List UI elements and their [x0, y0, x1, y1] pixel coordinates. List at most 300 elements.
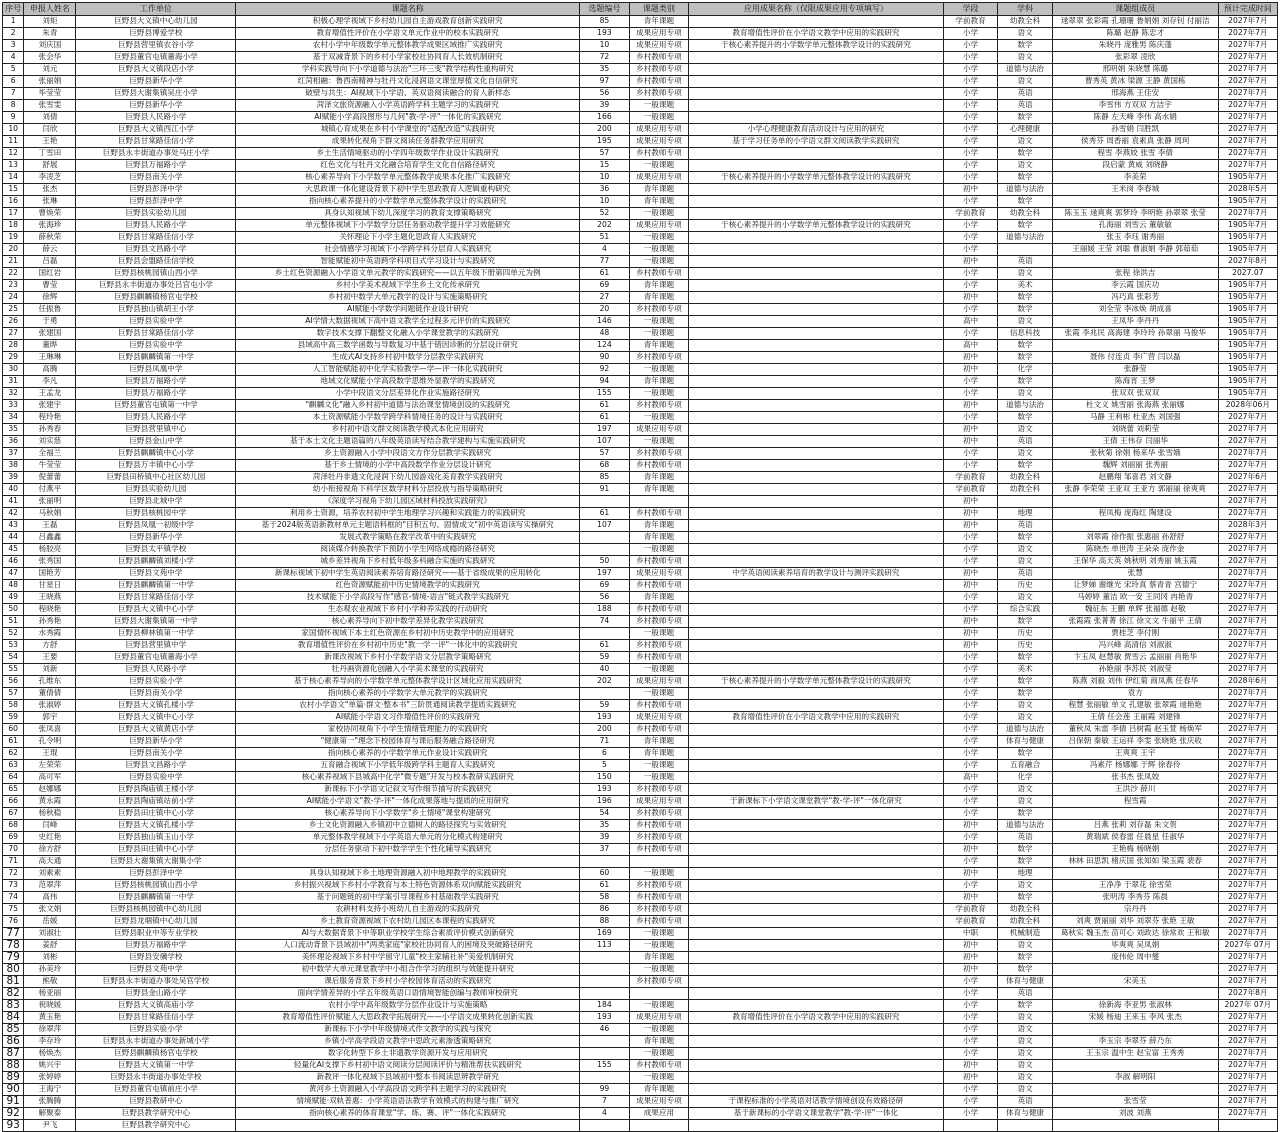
cell-subject[interactable]: 英语 — [998, 568, 1053, 580]
cell-applicant[interactable]: 赵娜娜 — [24, 784, 76, 796]
cell-subject[interactable]: 美术 — [998, 280, 1053, 292]
cell-stage[interactable]: 学前教育 — [943, 208, 998, 220]
cell-topic-no[interactable]: 202 — [580, 220, 630, 232]
cell-topic[interactable]: 单元整体视域下小学数学分层任务驱动教学提升学习效能研究 — [236, 220, 580, 232]
cell-stage[interactable]: 小学 — [943, 688, 998, 700]
cell-outcome-name[interactable] — [689, 964, 944, 976]
cell-outcome-name[interactable] — [689, 976, 944, 988]
cell-unit[interactable]: 巨野县教研中心 — [76, 1096, 236, 1108]
cell-category[interactable]: 乡村教师专项 — [629, 880, 688, 892]
cell-members[interactable]: 李美荣 — [1052, 172, 1218, 184]
cell-subject[interactable]: 道德与法治 — [998, 64, 1053, 76]
cell-topic-no[interactable]: 107 — [580, 520, 630, 532]
cell-subject[interactable]: 综合实践 — [998, 604, 1053, 616]
cell-applicant[interactable]: 张凤喜 — [24, 724, 76, 736]
cell-outcome-name[interactable] — [689, 520, 944, 532]
cell-deadline[interactable]: 2027年7月 — [1218, 640, 1277, 652]
cell-category[interactable]: 成果应用专项 — [629, 124, 688, 136]
cell-outcome-name[interactable] — [689, 544, 944, 556]
cell-subject[interactable]: 语文 — [998, 880, 1053, 892]
cell-unit[interactable]: 巨野县安骥学校 — [76, 952, 236, 964]
cell-unit[interactable]: 巨野县新华小学 — [76, 76, 236, 88]
cell-deadline[interactable]: 2027年7月 — [1218, 868, 1277, 880]
cell-topic[interactable]: 乡村初中数学大单元教学的设计与实施策略研究 — [236, 292, 580, 304]
cell-members[interactable]: 王艳梅 杨晓娟 — [1052, 844, 1218, 856]
cell-members[interactable]: 让梦娣 谢继光 宋玲真 蔡青青 宫德宁 — [1052, 580, 1218, 592]
cell-stage[interactable]: 学前教育 — [943, 484, 998, 496]
cell-members[interactable]: 刘爽 贾丽丽 刘华 刘翠芬 张艳 王敏 — [1052, 916, 1218, 928]
cell-members[interactable]: 聂伟 付连贞 李广营 闫以磊 — [1052, 352, 1218, 364]
cell-deadline[interactable]: 2027年7月 — [1218, 568, 1277, 580]
cell-applicant[interactable]: 董晔 — [24, 340, 76, 352]
cell-deadline[interactable]: 2027年7月 — [1218, 964, 1277, 976]
cell-applicant[interactable]: 李凌芝 — [24, 172, 76, 184]
cell-unit[interactable]: 巨野县实验幼儿园 — [76, 484, 236, 496]
cell-outcome-name[interactable] — [689, 988, 944, 1000]
cell-outcome-name[interactable] — [689, 76, 944, 88]
cell-deadline[interactable]: 2027年7月 — [1218, 592, 1277, 604]
cell-stage[interactable]: 小学 — [943, 988, 998, 1000]
cell-members[interactable] — [1052, 496, 1218, 508]
cell-topic[interactable]: 农村小学中年级数学单元整体教学成果区域推广实践研究 — [236, 40, 580, 52]
cell-outcome-name[interactable] — [689, 244, 944, 256]
cell-topic-no[interactable]: 46 — [580, 1024, 630, 1036]
cell-deadline[interactable]: 2027年7月 — [1218, 412, 1277, 424]
cell-applicant[interactable]: 左荣荣 — [24, 760, 76, 772]
cell-unit[interactable]: 巨野县大义镇黄店小学 — [76, 724, 236, 736]
cell-category[interactable]: 一般课题 — [629, 316, 688, 328]
cell-topic[interactable]: 人口流动背景下县域初中"两类家庭"家校社协同育人的困境及突破路径研究 — [236, 940, 580, 952]
cell-index[interactable]: 21 — [3, 256, 24, 268]
cell-stage[interactable]: 小学 — [943, 736, 998, 748]
cell-applicant[interactable]: 马秋娟 — [24, 508, 76, 520]
cell-applicant[interactable]: 刘庆国 — [24, 40, 76, 52]
cell-stage[interactable]: 小学 — [943, 136, 998, 148]
cell-applicant[interactable]: 王琳琳 — [24, 352, 76, 364]
cell-topic[interactable]: 智能赋能初中英语跨学科项目式学习设计与实践研究 — [236, 256, 580, 268]
cell-members[interactable] — [1052, 808, 1218, 820]
cell-category[interactable]: 乡村教师专项 — [629, 844, 688, 856]
cell-subject[interactable]: 语文 — [998, 1024, 1053, 1036]
cell-topic[interactable]: 家国情怀视域下本土红色资源在乡村初中历史教学中的应用研究 — [236, 628, 580, 640]
cell-topic-no[interactable]: 86 — [580, 904, 630, 916]
cell-index[interactable]: 85 — [3, 1024, 24, 1036]
cell-category[interactable]: 青年课题 — [629, 184, 688, 196]
cell-topic-no[interactable]: 10 — [580, 172, 630, 184]
cell-subject[interactable]: 语文 — [998, 388, 1053, 400]
cell-unit[interactable]: 巨野县南关小学 — [76, 748, 236, 760]
cell-subject[interactable]: 数学 — [998, 1000, 1053, 1012]
cell-applicant[interactable]: 张建国 — [24, 328, 76, 340]
cell-topic-no[interactable]: 197 — [580, 424, 630, 436]
cell-members[interactable]: 冯素芹 杨娜娜 于辉 徐春伶 — [1052, 760, 1218, 772]
cell-unit[interactable]: 巨野县甘棠路佳信小学 — [76, 136, 236, 148]
cell-outcome-name[interactable]: 于核心素养提升的小学数学单元整体教学设计的实践研究 — [689, 172, 944, 184]
cell-index[interactable]: 46 — [3, 556, 24, 568]
cell-index[interactable]: 2 — [3, 28, 24, 40]
cell-topic[interactable]: 生态观农业视域下乡村小学种养实践的行动研究 — [236, 604, 580, 616]
cell-topic-no[interactable]: 4 — [580, 244, 630, 256]
cell-topic[interactable]: 新课标下小学语文记叙文写作细节描写的实践研究 — [236, 784, 580, 796]
cell-topic-no[interactable]: 99 — [580, 1084, 630, 1096]
cell-outcome-name[interactable] — [689, 460, 944, 472]
cell-index[interactable]: 52 — [3, 628, 24, 640]
cell-members[interactable] — [1052, 988, 1218, 1000]
cell-applicant[interactable]: 刘素素 — [24, 868, 76, 880]
cell-members[interactable]: 段启蒙 黄威 刘晓静 — [1052, 160, 1218, 172]
cell-unit[interactable]: 巨野县甘棠路佳信小学 — [76, 328, 236, 340]
cell-topic-no[interactable]: 10 — [580, 196, 630, 208]
cell-unit[interactable]: 巨野县麒麟镇第一中学 — [76, 352, 236, 364]
cell-topic[interactable]: 轻量化AI支撑下乡村初中语文阅读分层阅读评价与精准帮扶实践研究 — [236, 1060, 580, 1072]
cell-category[interactable]: 青年课题 — [629, 1084, 688, 1096]
cell-applicant[interactable]: 王磊 — [24, 520, 76, 532]
cell-subject[interactable]: 机械制造 — [998, 928, 1053, 940]
cell-unit[interactable]: 巨野县董官屯镇第一中学 — [76, 400, 236, 412]
cell-category[interactable]: 一般课题 — [629, 436, 688, 448]
cell-applicant[interactable]: 刘淑壮 — [24, 928, 76, 940]
cell-topic[interactable]: 红色文化与牡丹文化融合培育学生文化自信路径研究 — [236, 160, 580, 172]
cell-subject[interactable]: 五育融合 — [998, 760, 1053, 772]
cell-category[interactable]: 成果应用专项 — [629, 28, 688, 40]
cell-topic[interactable]: 五育融合视域下小学低年级跨学科主题育人实践研究 — [236, 760, 580, 772]
cell-unit[interactable]: 巨野县麒麟镇刘楼小学 — [76, 556, 236, 568]
cell-unit[interactable]: 巨野县核桃园镇山西小学 — [76, 880, 236, 892]
cell-topic-no[interactable]: 56 — [580, 88, 630, 100]
cell-outcome-name[interactable] — [689, 412, 944, 424]
cell-category[interactable]: 青年课题 — [629, 592, 688, 604]
cell-index[interactable]: 57 — [3, 688, 24, 700]
cell-index[interactable]: 67 — [3, 808, 24, 820]
cell-applicant[interactable]: 刘实慈 — [24, 436, 76, 448]
cell-members[interactable] — [1052, 256, 1218, 268]
cell-index[interactable]: 40 — [3, 484, 24, 496]
cell-index[interactable]: 32 — [3, 388, 24, 400]
cell-topic[interactable]: 关怀理论下小学主题化思政育人实践研究 — [236, 232, 580, 244]
cell-topic-no[interactable]: 68 — [580, 460, 630, 472]
cell-applicant[interactable]: 高可军 — [24, 772, 76, 784]
cell-topic-no[interactable]: 56 — [580, 592, 630, 604]
cell-category[interactable]: 青年课题 — [629, 736, 688, 748]
cell-topic-no[interactable] — [580, 976, 630, 988]
cell-members[interactable]: 袁方 — [1052, 688, 1218, 700]
cell-category[interactable]: 一般课题 — [629, 160, 688, 172]
cell-applicant[interactable]: 倪蕾蕾 — [24, 472, 76, 484]
cell-members[interactable]: 葛秋实 魏玉杰 苗可心 刘政达 徐常欢 王和敏 — [1052, 928, 1218, 940]
cell-members[interactable] — [1052, 1084, 1218, 1096]
cell-deadline[interactable]: 2027年7月 — [1218, 892, 1277, 904]
cell-unit[interactable]: 巨野县麒麟镇第一中学 — [76, 580, 236, 592]
cell-category[interactable] — [629, 1120, 688, 1132]
cell-topic[interactable]: 人工智能赋能初中化学实验教学—学—评一体化实践研究 — [236, 364, 580, 376]
cell-outcome-name[interactable] — [689, 940, 944, 952]
cell-outcome-name[interactable] — [689, 856, 944, 868]
cell-deadline[interactable]: 2027.07 — [1218, 268, 1277, 280]
cell-unit[interactable]: 巨野县董官屯镇前庄小学 — [76, 1084, 236, 1096]
cell-stage[interactable]: 小学 — [943, 124, 998, 136]
cell-unit[interactable]: 巨野县人民路小学 — [76, 112, 236, 124]
cell-topic[interactable]: 菏泽文旅资源融入小学英语跨学科主题学习的实践研究 — [236, 100, 580, 112]
cell-stage[interactable]: 初中 — [943, 436, 998, 448]
cell-stage[interactable]: 学前教育 — [943, 916, 998, 928]
cell-stage[interactable]: 小学 — [943, 808, 998, 820]
cell-category[interactable]: 青年课题 — [629, 520, 688, 532]
cell-unit[interactable]: 巨野县教学研究中心 — [76, 1108, 236, 1120]
cell-members[interactable]: 毕爽爽 吴凤娟 — [1052, 940, 1218, 952]
cell-members[interactable]: 张书杰 张凤姣 — [1052, 772, 1218, 784]
cell-applicant[interactable]: 杨秋稳 — [24, 808, 76, 820]
cell-deadline[interactable]: 2027年7月 — [1218, 1096, 1277, 1108]
cell-subject[interactable]: 心理健康 — [998, 124, 1053, 136]
cell-category[interactable]: 一般课题 — [629, 412, 688, 424]
cell-unit[interactable]: 巨野县独山镇玉山小学 — [76, 832, 236, 844]
cell-unit[interactable]: 巨野县核桃园镇中心幼儿园 — [76, 904, 236, 916]
cell-stage[interactable]: 小学 — [943, 160, 998, 172]
cell-outcome-name[interactable] — [689, 1048, 944, 1060]
cell-subject[interactable]: 数学 — [998, 196, 1053, 208]
cell-category[interactable]: 成果应用 — [629, 1108, 688, 1120]
cell-category[interactable]: 一般课题 — [629, 364, 688, 376]
cell-unit[interactable]: 巨野县龙堌镇中心幼儿园 — [76, 916, 236, 928]
cell-category[interactable]: 成果应用专项 — [629, 712, 688, 724]
cell-topic-no[interactable]: 37 — [580, 844, 630, 856]
cell-applicant[interactable]: 张建宇 — [24, 400, 76, 412]
cell-unit[interactable]: 巨野县人民路小学 — [76, 412, 236, 424]
cell-unit[interactable]: 巨野县营里镇中学 — [76, 640, 236, 652]
cell-index[interactable]: 27 — [3, 328, 24, 340]
cell-outcome-name[interactable] — [689, 952, 944, 964]
cell-subject[interactable]: 语文 — [998, 796, 1053, 808]
cell-topic-no[interactable]: 58 — [580, 892, 630, 904]
cell-deadline[interactable]: 2027年7月 — [1218, 1048, 1277, 1060]
cell-members[interactable]: 曹秀英 黄冰 梁源 王静 黄国栋 — [1052, 76, 1218, 88]
cell-topic[interactable]: 家校协同视角下小学生情绪管理能力的实践研究 — [236, 724, 580, 736]
cell-unit[interactable]: 巨野县甘棠路佳信小学 — [76, 1012, 236, 1024]
cell-index[interactable]: 14 — [3, 172, 24, 184]
cell-applicant[interactable]: 王晓燕 — [24, 592, 76, 604]
cell-members[interactable]: 王玉宗 温中生 赵宝富 王秀秀 — [1052, 1048, 1218, 1060]
cell-applicant[interactable]: 张雪雯 — [24, 100, 76, 112]
cell-subject[interactable]: 美术 — [998, 664, 1053, 676]
cell-topic[interactable]: 数字化转型下乡土非遗教学资源开发与应用研究 — [236, 1048, 580, 1060]
cell-members[interactable]: 王倩 任会莲 王丽霞 刘建锋 — [1052, 712, 1218, 724]
cell-category[interactable]: 乡村教师专项 — [629, 916, 688, 928]
cell-subject[interactable]: 语文 — [998, 712, 1053, 724]
cell-category[interactable]: 乡村教师专项 — [629, 352, 688, 364]
cell-members[interactable]: 程雪 李燕姣 张雪 李倩 — [1052, 148, 1218, 160]
cell-category[interactable]: 青年课题 — [629, 280, 688, 292]
cell-topic[interactable]: 生成式AI支持乡村初中数学分层教学实践研究 — [236, 352, 580, 364]
cell-unit[interactable]: 巨野县实验中学 — [76, 316, 236, 328]
cell-stage[interactable]: 初中 — [943, 184, 998, 196]
cell-applicant[interactable]: 孔令明 — [24, 736, 76, 748]
cell-topic-no[interactable]: 92 — [580, 364, 630, 376]
cell-category[interactable]: 乡村教师专项 — [629, 640, 688, 652]
cell-unit[interactable]: 巨野县柳林镇第一中学 — [76, 628, 236, 640]
cell-topic[interactable]: 乡土生活情境驱动的小学四年级数学作业设计实践研究 — [236, 148, 580, 160]
cell-outcome-name[interactable] — [689, 832, 944, 844]
cell-topic[interactable]: 新教评一体化视域下县域初中整本书阅读思辨教学研究 — [236, 1072, 580, 1084]
cell-deadline[interactable]: 2027年7月 — [1218, 1036, 1277, 1048]
cell-index[interactable]: 33 — [3, 400, 24, 412]
cell-stage[interactable]: 初中 — [943, 940, 998, 952]
cell-members[interactable]: 张程 徐洪吉 — [1052, 268, 1218, 280]
cell-applicant[interactable]: 董倩倩 — [24, 688, 76, 700]
cell-subject[interactable] — [998, 496, 1053, 508]
cell-deadline[interactable]: 2027年7月 — [1218, 580, 1277, 592]
cell-subject[interactable]: 英语 — [998, 988, 1053, 1000]
cell-unit[interactable]: 巨野县永丰街道办事处吴官学校 — [76, 976, 236, 988]
cell-outcome-name[interactable] — [689, 820, 944, 832]
cell-outcome-name[interactable] — [689, 184, 944, 196]
cell-outcome-name[interactable] — [689, 640, 944, 652]
cell-stage[interactable]: 小学 — [943, 748, 998, 760]
cell-applicant[interactable]: 徐辉 — [24, 292, 76, 304]
cell-deadline[interactable]: 2027年7月 — [1218, 496, 1277, 508]
cell-stage[interactable]: 小学 — [943, 28, 998, 40]
cell-stage[interactable]: 初中 — [943, 400, 998, 412]
cell-unit[interactable]: 巨野县营里镇中心 — [76, 424, 236, 436]
cell-category[interactable]: 乡村教师专项 — [629, 400, 688, 412]
cell-unit[interactable]: 巨野县文昌路小学 — [76, 244, 236, 256]
cell-subject[interactable]: 语文 — [998, 448, 1053, 460]
cell-applicant[interactable]: 国艳芳 — [24, 568, 76, 580]
cell-members[interactable]: 王净净 于翠花 徐雪荣 — [1052, 880, 1218, 892]
cell-index[interactable]: 29 — [3, 352, 24, 364]
cell-outcome-name[interactable] — [689, 772, 944, 784]
cell-applicant[interactable]: 闫峰 — [24, 820, 76, 832]
cell-members[interactable]: 魏征东 王鹏 单辉 张福德 赵敬 — [1052, 604, 1218, 616]
cell-topic[interactable]: 乡土教育资源视域下农村幼儿园区本课程的实践研究 — [236, 916, 580, 928]
cell-members[interactable]: 李玉宗 李翠芬 薛乃东 — [1052, 1036, 1218, 1048]
cell-subject[interactable]: 语文 — [998, 28, 1053, 40]
cell-topic[interactable]: 新课标下小学中年级情境式作文教学的实践与探究 — [236, 1024, 580, 1036]
cell-subject[interactable]: 语文 — [998, 76, 1053, 88]
cell-topic-no[interactable]: 195 — [580, 136, 630, 148]
cell-members[interactable]: 张霞霞 张菁菁 徐江 徐文文 牛丽平 王倩 — [1052, 616, 1218, 628]
cell-category[interactable]: 青年课题 — [629, 292, 688, 304]
cell-outcome-name[interactable] — [689, 1000, 944, 1012]
cell-applicant[interactable]: 高伟 — [24, 892, 76, 904]
cell-unit[interactable]: 巨野县独山镇胡王小学 — [76, 304, 236, 316]
cell-category[interactable]: 成果应用专项 — [629, 424, 688, 436]
cell-topic[interactable]: 《深度学习视角下幼儿园区域材料投放实践研究》 — [236, 496, 580, 508]
cell-topic-no[interactable]: 197 — [580, 568, 630, 580]
cell-category[interactable]: 青年课题 — [629, 484, 688, 496]
cell-topic[interactable]: 基于问题链的初中学案引导课程乡村基础教学实践研究 — [236, 892, 580, 904]
cell-index[interactable]: 1 — [3, 16, 24, 28]
cell-applicant[interactable]: 程晓艳 — [24, 604, 76, 616]
cell-topic[interactable]: 指向核心素养提升的小学数学单元整体教学设计的实践研究 — [236, 196, 580, 208]
cell-topic-no[interactable]: 94 — [580, 376, 630, 388]
cell-category[interactable]: 一般课题 — [629, 868, 688, 880]
cell-unit[interactable]: 巨野县大义镇中心幼儿园 — [76, 16, 236, 28]
cell-outcome-name[interactable]: 于核心素养提升的小学数学单元整体教学设计的实践研究 — [689, 40, 944, 52]
cell-index[interactable]: 90 — [3, 1084, 24, 1096]
cell-topic-no[interactable]: 7 — [580, 1096, 630, 1108]
cell-category[interactable]: 乡村教师专项 — [629, 52, 688, 64]
cell-subject[interactable]: 信息科技 — [998, 328, 1053, 340]
cell-deadline[interactable]: 2027年7月 — [1218, 832, 1277, 844]
cell-stage[interactable]: 小学 — [943, 712, 998, 724]
cell-members[interactable]: 张秋菊 徐娟 杨来华 张雪娥 — [1052, 448, 1218, 460]
cell-unit[interactable]: 巨野县万福路中学 — [76, 940, 236, 952]
cell-subject[interactable]: 数学 — [998, 112, 1053, 124]
cell-topic[interactable]: 成果转化视角下群文阅读任务群教学应用研究 — [236, 136, 580, 148]
cell-outcome-name[interactable] — [689, 196, 944, 208]
cell-unit[interactable]: 巨野县文昌路小学 — [76, 760, 236, 772]
cell-unit[interactable]: 巨野县甘棠路佳信小学 — [76, 232, 236, 244]
cell-applicant[interactable]: 徐方舒 — [24, 844, 76, 856]
cell-members[interactable]: 宋美玉 — [1052, 976, 1218, 988]
cell-topic-no[interactable]: 10 — [580, 40, 630, 52]
cell-stage[interactable]: 初中 — [943, 844, 998, 856]
cell-topic-no[interactable]: 69 — [580, 580, 630, 592]
cell-topic-no[interactable]: 196 — [580, 796, 630, 808]
cell-outcome-name[interactable] — [689, 616, 944, 628]
cell-subject[interactable]: 语文 — [998, 1048, 1053, 1060]
cell-index[interactable]: 76 — [3, 916, 24, 928]
cell-deadline[interactable]: 2027年7月 — [1218, 1012, 1277, 1024]
cell-topic-no[interactable]: 193 — [580, 1012, 630, 1024]
cell-topic-no[interactable]: 51 — [580, 232, 630, 244]
cell-deadline[interactable]: 2027年7月 — [1218, 916, 1277, 928]
cell-applicant[interactable]: 薛云 — [24, 244, 76, 256]
cell-category[interactable]: 一般课题 — [629, 328, 688, 340]
cell-unit[interactable]: 巨野县董官屯镇董海小学 — [76, 52, 236, 64]
cell-index[interactable]: 39 — [3, 472, 24, 484]
cell-members[interactable]: 李雪伟 方双双 方洁宇 — [1052, 100, 1218, 112]
cell-deadline[interactable]: 2028年6月 — [1218, 676, 1277, 688]
cell-index[interactable]: 22 — [3, 268, 24, 280]
cell-unit[interactable]: 巨野县太平镇学校 — [76, 544, 236, 556]
cell-topic-no[interactable]: 5 — [580, 760, 630, 772]
cell-stage[interactable]: 小学 — [943, 244, 998, 256]
cell-stage[interactable]: 小学 — [943, 1084, 998, 1096]
cell-category[interactable]: 一般课题 — [629, 928, 688, 940]
cell-topic[interactable]: 基于2024版英语新教材单元主题语料框的"目积五句、固情成文"初中英语读写实操研究 — [236, 520, 580, 532]
cell-applicant[interactable]: 孙秀艳 — [24, 616, 76, 628]
cell-topic[interactable]: 核心素养视域下县城高中化学"微专题"开发与校本教研实践研究 — [236, 772, 580, 784]
cell-outcome-name[interactable] — [689, 88, 944, 100]
cell-deadline[interactable]: 2027年7月 — [1218, 112, 1277, 124]
cell-subject[interactable]: 语文 — [998, 784, 1053, 796]
cell-index[interactable]: 79 — [3, 952, 24, 964]
cell-topic-no[interactable] — [580, 496, 630, 508]
cell-applicant[interactable]: 王琨 — [24, 748, 76, 760]
cell-members[interactable]: 程雪霞 — [1052, 796, 1218, 808]
cell-members[interactable]: 张双双 张双双 — [1052, 388, 1218, 400]
cell-applicant[interactable]: 曹焕荣 — [24, 208, 76, 220]
cell-category[interactable]: 一般课题 — [629, 940, 688, 952]
cell-category[interactable]: 成果应用专项 — [629, 136, 688, 148]
cell-members[interactable]: 孙艳丽 李苏民 刘淑莹 — [1052, 664, 1218, 676]
cell-topic-no[interactable]: 97 — [580, 76, 630, 88]
cell-category[interactable]: 乡村教师专项 — [629, 148, 688, 160]
cell-stage[interactable]: 小学 — [943, 232, 998, 244]
cell-deadline[interactable]: 1905年7月 — [1218, 244, 1277, 256]
cell-subject[interactable]: 体育与健康 — [998, 1108, 1053, 1120]
cell-topic-no[interactable]: 193 — [580, 28, 630, 40]
cell-applicant[interactable]: 杨亚丽 — [24, 988, 76, 1000]
cell-unit[interactable]: 巨野县大谢集镇大谢集小学 — [76, 856, 236, 868]
cell-deadline[interactable]: 1905年7月 — [1218, 280, 1277, 292]
cell-outcome-name[interactable] — [689, 256, 944, 268]
cell-stage[interactable]: 小学 — [943, 40, 998, 52]
cell-topic[interactable]: 核心素养导向下初中数学差异化教学实践研究 — [236, 616, 580, 628]
cell-category[interactable]: 乡村教师专项 — [629, 460, 688, 472]
cell-outcome-name[interactable]: 于课程标准的小学英语对话教学情境创设有效路径研 — [689, 1096, 944, 1108]
